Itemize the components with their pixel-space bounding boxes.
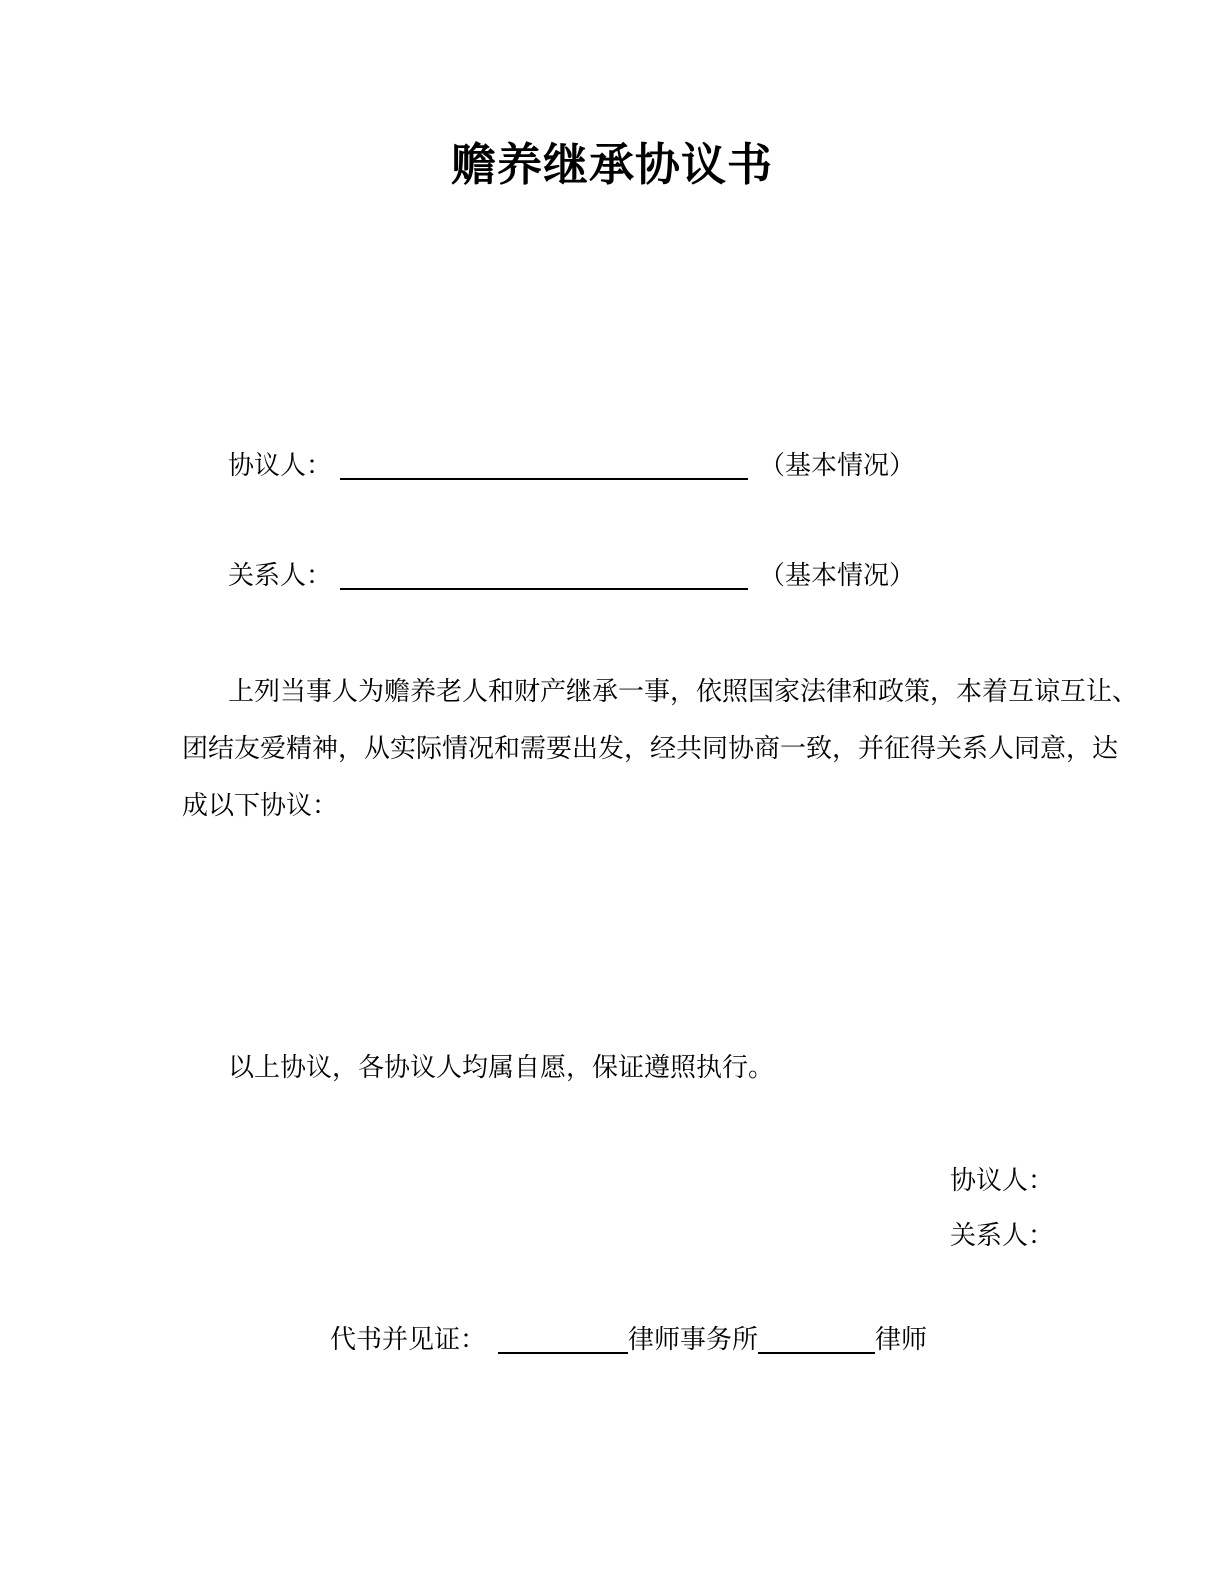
relation-field-label: 关系人：: [228, 561, 333, 590]
relation-field-row: [228, 559, 915, 593]
party-field-label: 协议人：: [228, 451, 333, 480]
closing-statement: 以上协议，各协议人均属自愿，保证遵照执行。: [228, 1053, 775, 1082]
paragraph-line: 上列当事人为赡养老人和财产继承一事，依照国家法律和政策，本着互谅互让、: [228, 677, 1139, 706]
law-firm-suffix: 律师事务所: [628, 1325, 759, 1354]
paragraph-line: 成以下协议：: [182, 791, 339, 820]
signature-label-relation: 关系人：: [950, 1221, 1055, 1250]
witness-label: 代书并见证：: [330, 1325, 487, 1354]
preamble-paragraph: [182, 663, 1139, 834]
document-title: 赡养继承协议书: [450, 139, 773, 190]
relation-field-note: （基本情况）: [759, 561, 916, 590]
lawyer-suffix: 律师: [875, 1325, 928, 1354]
paragraph-line: 团结友爱精神，从实际情况和需要出发，经共同协商一致，并征得关系人同意，达: [182, 734, 1119, 763]
signature-label-party: 协议人：: [950, 1166, 1055, 1195]
party-field-row: [228, 449, 915, 483]
party-field-note: （基本情况）: [759, 451, 916, 480]
lawyer-name-fill-in-blank: [758, 1342, 875, 1354]
relation-fill-in-blank: [340, 578, 748, 590]
witness-line: [330, 1323, 927, 1357]
law-firm-fill-in-blank: [498, 1342, 628, 1354]
party-fill-in-blank: [340, 468, 748, 480]
